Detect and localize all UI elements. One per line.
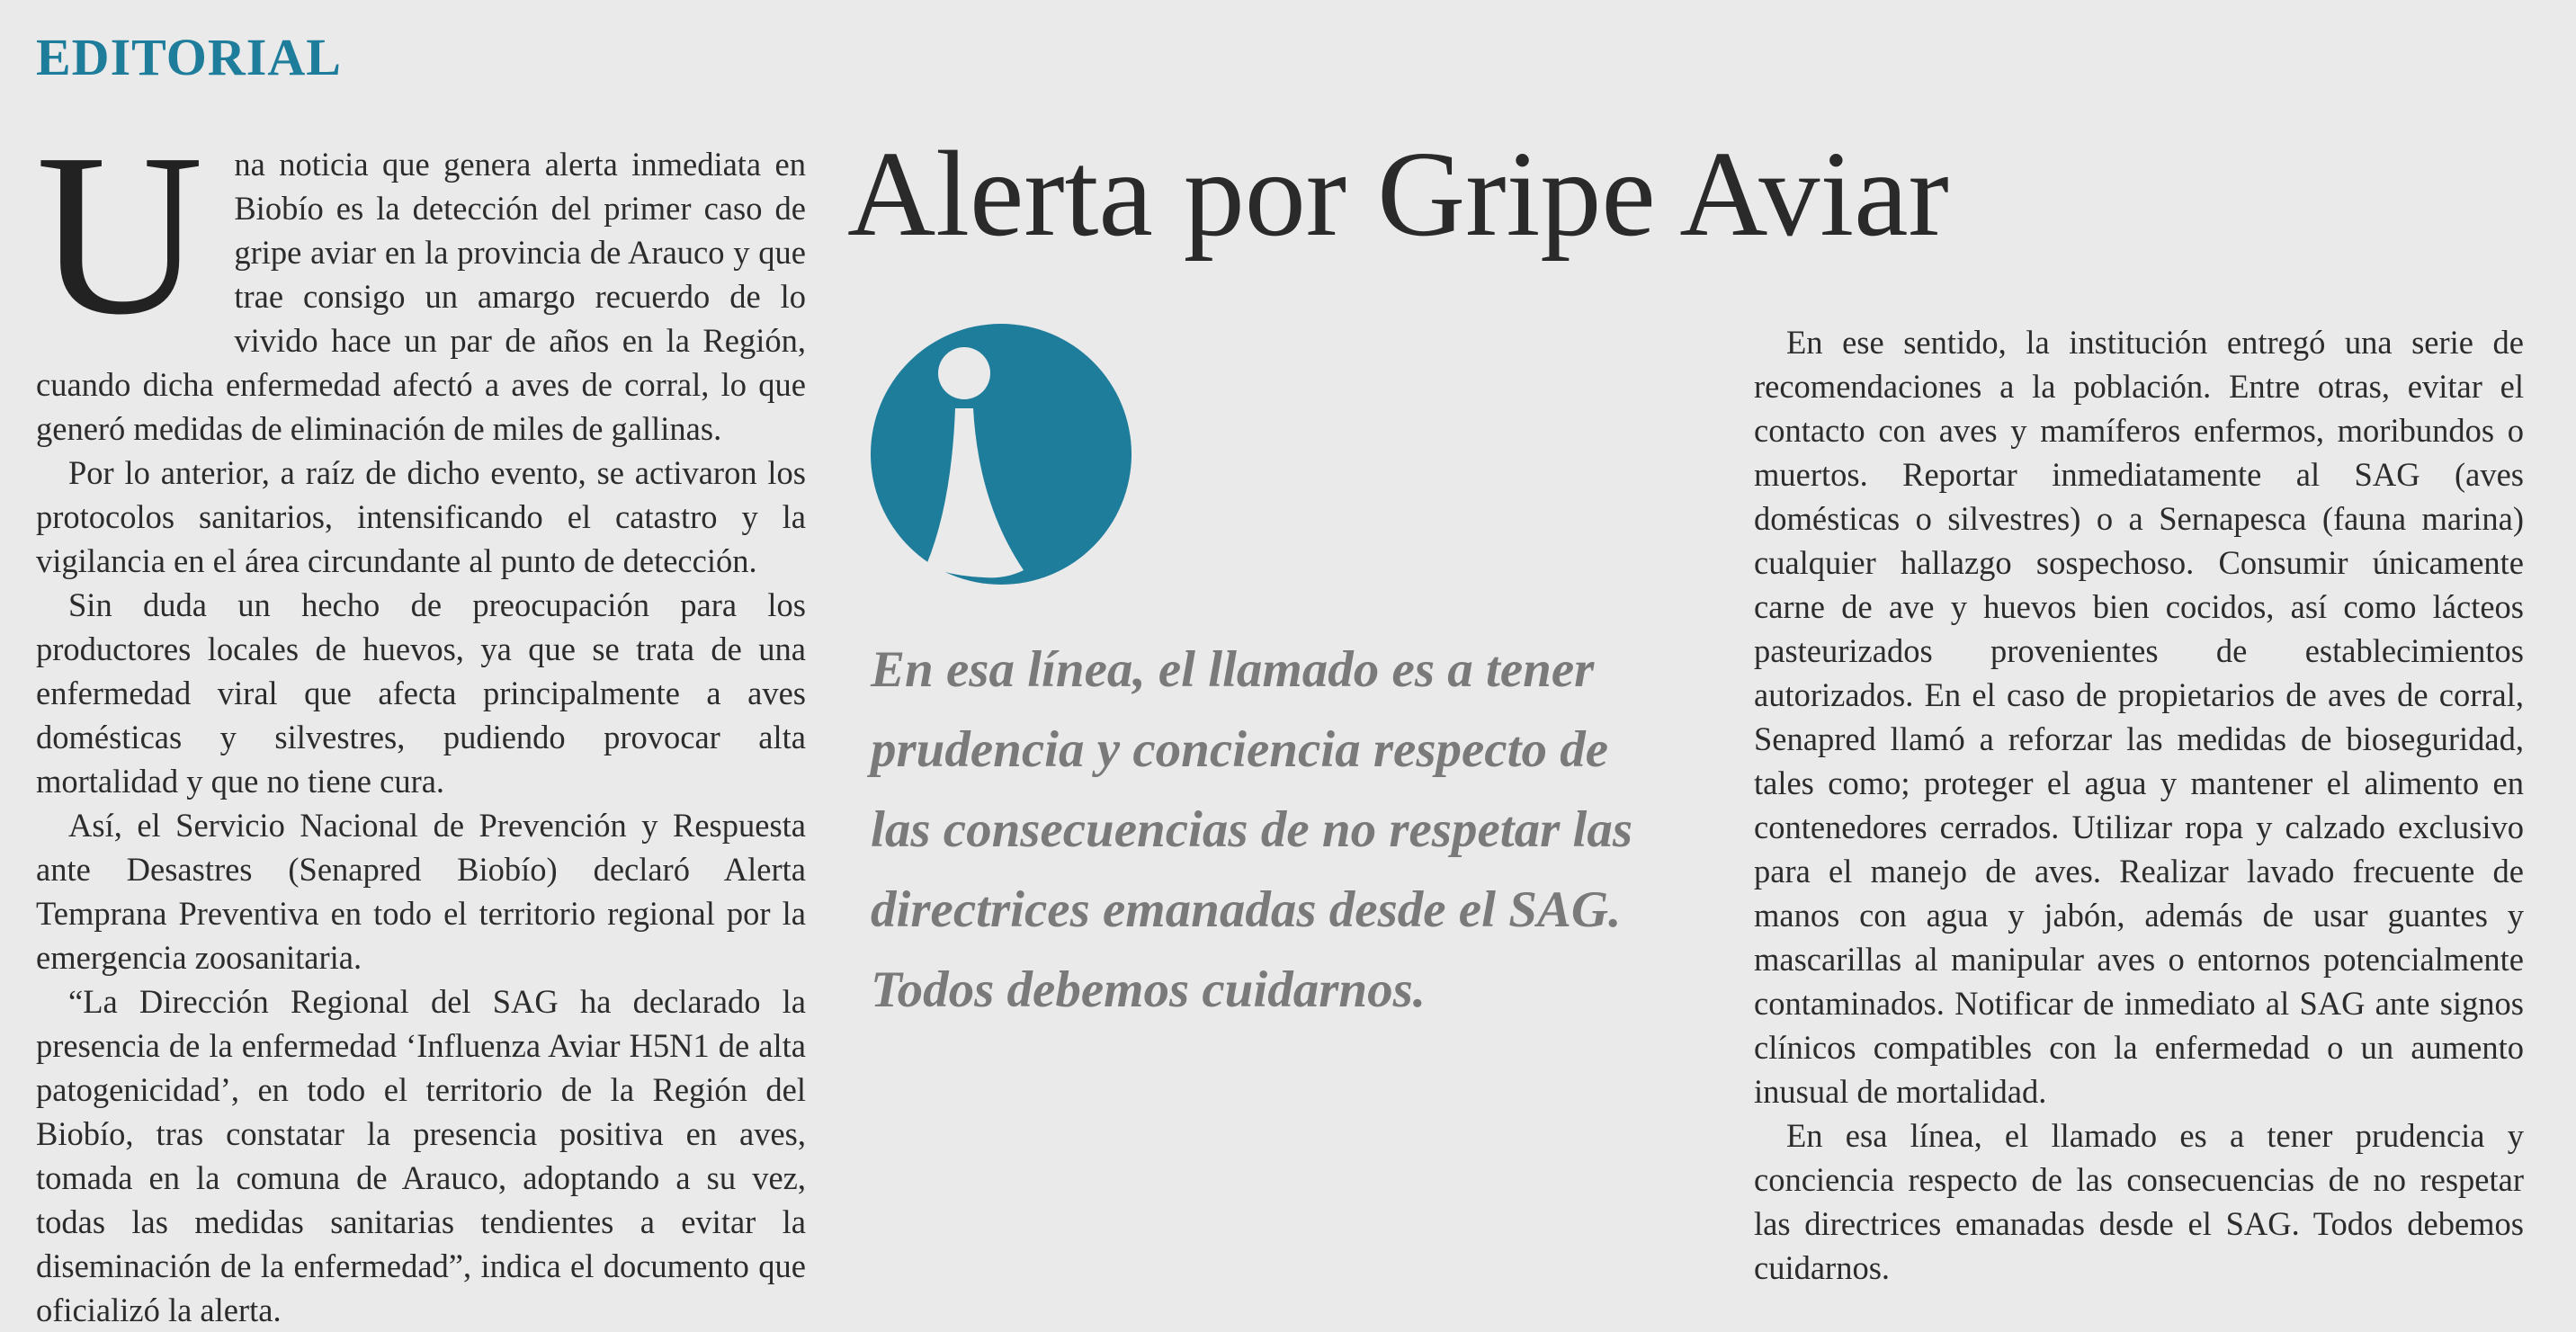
pull-quote: En esa línea, el llamado es a tener prudencia y conciencia respecto de las consecuencias de no respetar las directrices emanadas desde el SAG. Todos debemos cuidarnos.: [871, 641, 1633, 1018]
body-paragraph: En ese sentido, la institución entregó una serie de recomendaciones a la población. Entre otras, evitar el contacto con aves y mamíferos enfermos, moribundos o muertos. Reportar inmediatamente al SAG (aves domésticas o silvestres) o a Sernapesca (fauna marina) cualquier hallazgo sospechoso. Consumir únicamente carne de ave y huevos bien cocidos, así como lácteos pasteurizados provenientes de establecimientos autorizados. En el caso de propietarios de aves de corral, Senapred llamó a reforzar las medidas de bioseguridad, tales como; proteger el agua y mantener el alimento en contenedores cerrados. Utilizar ropa y calzado exclusivo para el manejo de aves. Realizar lavado frecuente de manos con agua y jabón, además de usar guantes y mascarillas al manipular aves o entornos potencialmente contaminados. Notificar de inmediato al SAG ante signos clínicos compatibles con la enfermedad o un aumento inusual de mortalidad.: [1754, 324, 2524, 1110]
body-paragraph: Sin duda un hecho de preocupación para los productores locales de huevos, ya que se trata de una enfermedad viral que afecta principalmente a aves domésticas y silvestres, pudiendo provocar alta mortalidad y que no tiene cura.: [36, 586, 806, 800]
dropcap: U: [36, 105, 204, 362]
left-column: [36, 105, 806, 1332]
body-paragraph: Por lo anterior, a raíz de dicho evento, se activaron los protocolos sanitarios, intensificando el catastro y la vigilancia en el área circundante al punto de detección.: [36, 454, 806, 579]
info-icon-dot: [938, 347, 990, 399]
headline: Alerta por Gripe Aviar: [847, 127, 1949, 262]
right-column: [1754, 320, 2524, 1290]
section-label: EDITORIAL: [36, 28, 342, 86]
body-paragraph: En esa línea, el llamado es a tener prudencia y conciencia respecto de las consecuencias de no respetar las directrices emanadas desde el SAG. Todos debemos cuidarnos.: [1754, 1117, 2524, 1286]
info-icon: [871, 324, 1131, 585]
body-paragraph: “La Dirección Regional del SAG ha declarado la presencia de la enfermedad ‘Influenza Aviar H5N1 de alta patogenicidad’, en todo el territorio de la Región del Biobío, tras constatar la presencia positiva en aves, tomada en la comuna de Arauco, adoptando a su vez, todas las medidas sanitarias tendientes a evitar la diseminación de la enfermedad”, indica el documento que oficializó la alerta.: [36, 983, 806, 1328]
body-paragraph: Así, el Servicio Nacional de Prevención y Respuesta ante Desastres (Senapred Biobío) declaró Alerta Temprana Preventiva en todo el territorio regional por la emergencia zoosanitaria.: [36, 807, 806, 976]
body-paragraph: na noticia que genera alerta inmediata en Biobío es la detección del primer caso de gripe aviar en la provincia de Arauco y que trae consigo un amargo recuerdo de lo vivido hace un par de años en la Región, cuando dicha enfermedad afectó a aves de corral, lo que generó medidas de eliminación de miles de gallinas.: [36, 146, 806, 447]
